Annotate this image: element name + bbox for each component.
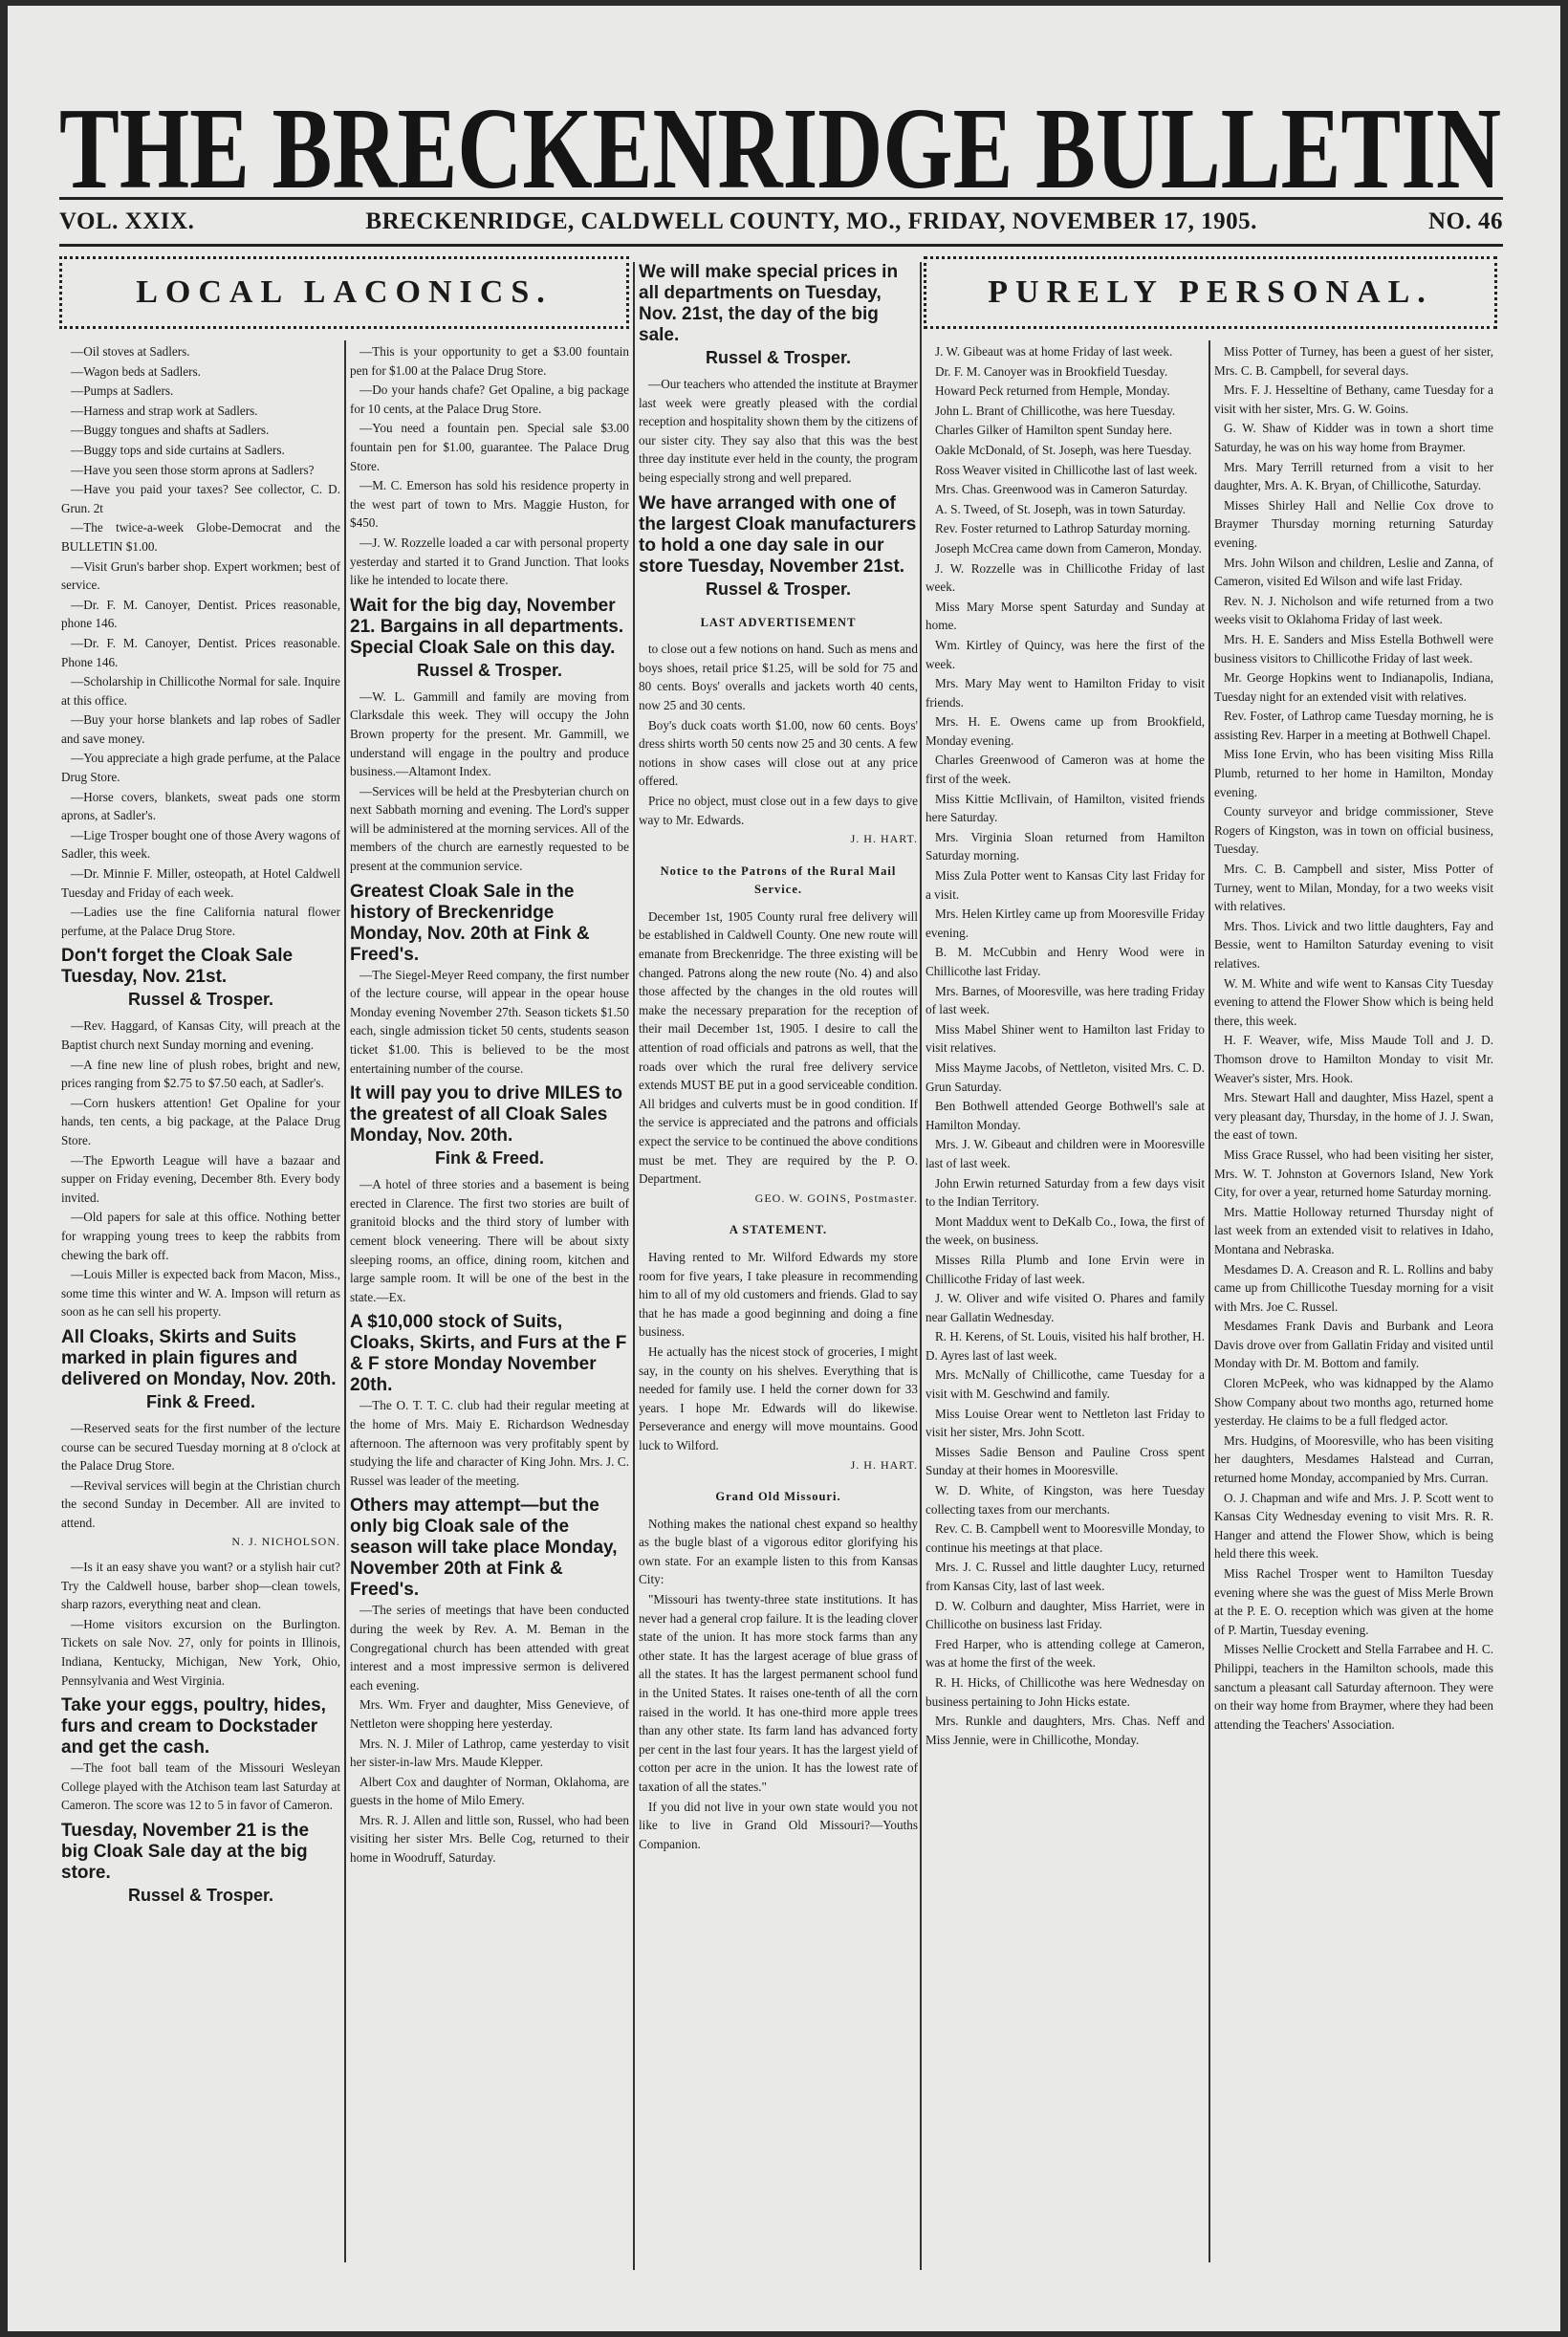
news-item: Mrs. Mattie Holloway returned Thursday night of last week from an extended visit to relatives in Idaho, Montana and Nebraska. xyxy=(1214,1204,1493,1256)
news-item: —The O. T. T. C. club had their regular meeting at the home of Mrs. Maiy E. Richardson Wednesday afternoon. The afternoon was very profitably spent by studying the life and character of King John. Mrs. J. C. Russel was leader of the meeting. xyxy=(350,1398,629,1488)
news-item: —Harness and strap work at Sadlers. xyxy=(71,403,258,418)
news-item: —Do your hands chafe? Get Opaline, a big package for 10 cents, at the Palace Drug Store. xyxy=(350,382,629,416)
column-1 xyxy=(61,342,340,2274)
column-rule xyxy=(344,340,346,2262)
news-item: A. S. Tweed, of St. Joseph, was in town Saturday. xyxy=(935,501,1187,516)
news-item: Nothing makes the national chest expand so healthy as the bugle blast of a vigorous editor glorifying his own state. For an example listen to this from Kansas City: xyxy=(639,1516,918,1587)
news-item: Misses Nellie Crockett and Stella Farrabee and H. C. Philippi, teachers in the Hamilton schools, made this sanctum a pleasant call Saturday afternoon. They were on their way home from Braymer, where they had been attending the Teachers' Association. xyxy=(1214,1642,1493,1732)
news-item: Rev. Foster, of Lathrop came Tuesday morning, he is assisting Rev. Harper in a meeting at Bothwell Chapel. xyxy=(1214,709,1493,742)
dateline xyxy=(59,197,1503,247)
masthead-title: THE BRECKENRIDGE BULLETIN xyxy=(59,84,1501,205)
news-item: —Have you seen those storm aprons at Sadlers? xyxy=(71,462,315,477)
advertiser-signature: Russel & Trosper. xyxy=(705,579,852,599)
advertisement: Others may attempt—but the only big Cloak sale of the season will take place Monday, November 20th at Fink & Freed's. xyxy=(350,1496,618,1601)
news-item: Mrs. H. E. Sanders and Miss Estella Bothwell were business visitors to Chillicothe Friday of last week. xyxy=(1214,631,1493,666)
news-item: Mesdames Frank Davis and Burbank and Leora Davis drove over from Gallatin Friday and visited until Monday with Dr. M. Bottom and family. xyxy=(1214,1319,1493,1371)
news-item: G. W. Shaw of Kidder was in town a short time Saturday, he was on his way home from Braymer. xyxy=(1214,421,1493,454)
news-item: R. H. Hicks, of Chillicothe was here Wednesday on business pertaining to John Hicks estate. xyxy=(926,1674,1205,1709)
news-item: Albert Cox and daughter of Norman, Oklahoma, are guests in the home of Milo Emery. xyxy=(350,1774,629,1808)
news-item: Ross Weaver visited in Chillicothe last of last week. xyxy=(935,462,1198,477)
news-item: —Reserved seats for the first number of the lecture course can be secured Tuesday morning at 8 o'clock at the Palace Drug Store. xyxy=(61,1420,340,1474)
news-item: Mrs. Mary May went to Hamilton Friday to visit friends. xyxy=(926,676,1205,710)
news-item: —Services will be held at the Presbyterian church on next Sabbath morning and evening. The Lord's supper will be administered at the morning services. All of the members of the church are earnestly requested to be present at the communion service. xyxy=(350,783,629,874)
article-heading: LAST ADVERTISEMENT xyxy=(700,615,857,629)
advertiser-signature: Fink & Freed. xyxy=(145,1391,256,1411)
article-heading: A STATEMENT. xyxy=(729,1223,828,1237)
news-item: Wm. Kirtley of Quincy, was here the first of the week. xyxy=(926,637,1205,671)
column-rule xyxy=(633,262,635,2270)
news-item: —Corn huskers attention! Get Opaline for your hands, ten cents, a big package, at the Palace Drug Store. xyxy=(61,1095,340,1147)
news-item: —Is it an easy shave you want? or a stylish hair cut? Try the Caldwell house, barber shop—clean towels, sharp razors, everything neat and clean. xyxy=(61,1560,340,1612)
news-item: —Buy your horse blankets and lap robes of Sadler and save money. xyxy=(61,712,340,746)
news-item: —The Epworth League will have a bazaar and supper on Friday evening, December 8th. Every body invited. xyxy=(61,1152,340,1205)
article-heading: Grand Old Missouri. xyxy=(715,1490,841,1504)
news-item: —M. C. Emerson has sold his residence property in the west part of town to Mrs. Maggie Huston, for $450. xyxy=(350,478,629,531)
news-item: Mrs. Stewart Hall and daughter, Miss Hazel, spent a very pleasant day, Thursday, in the home of J. J. Swan, the east of town. xyxy=(1214,1090,1493,1143)
news-item: —Oil stoves at Sadlers. xyxy=(71,344,190,359)
news-item: —You appreciate a high grade perfume, at the Palace Drug Store. xyxy=(61,751,340,785)
news-item: J. W. Oliver and wife visited O. Phares and family near Gallatin Wednesday. xyxy=(926,1291,1205,1324)
news-item: —A hotel of three stories and a basement is being erected in Clarence. The first two stories are built of granitoid blocks and the third story of lumber with cement block veneering. There will be about sixty sleeping rooms, an office, dining room, kitchen and large sample room. It will be one of the best in the state.—Ex. xyxy=(350,1177,629,1304)
column-rule xyxy=(1209,340,1210,2262)
signature: J. H. HART. xyxy=(850,1457,918,1472)
masthead xyxy=(59,80,1503,205)
news-item: Mrs. C. B. Campbell and sister, Miss Potter of Turney, went to Milan, Monday, for a two weeks visit with relatives. xyxy=(1214,862,1493,914)
news-item: Mrs. R. J. Allen and little son, Russel, who had been visiting her sister Mrs. Belle Cog, returned to their home in Woodruff, Saturday. xyxy=(350,1812,629,1866)
news-item: —Rev. Haggard, of Kansas City, will preach at the Baptist church next Sunday morning and evening. xyxy=(61,1018,340,1052)
news-item: Dr. F. M. Canoyer was in Brookfield Tuesday. xyxy=(935,363,1168,379)
news-item: Mr. George Hopkins went to Indianapolis, Indiana, Tuesday night for an extended visit with relatives. xyxy=(1214,670,1493,704)
signature: J. H. HART. xyxy=(850,832,918,846)
news-item: Boy's duck coats worth $1.00, now 60 cents. Boys' dress shirts worth 50 cents now 25 and 30 cents. A few notions in show cases will close out at any price offered. xyxy=(639,717,918,789)
news-item: Miss Mabel Shiner went to Hamilton last Friday to visit relatives. xyxy=(926,1021,1205,1056)
news-item: —The series of meetings that have been conducted during the week by Rev. A. M. Beman in the Congregational church has been attended with great interest and a most impressive sermon is delivered each evening. xyxy=(350,1603,629,1693)
news-item: —W. L. Gammill and family are moving from Clarksdale this week. They will occupy the John Brown property for the present. Mr. Gammill, we understand will engage in the poultry and produce business.—Altamont Index. xyxy=(350,688,629,779)
column-rule xyxy=(920,262,922,2270)
news-item: Fred Harper, who is attending college at Cameron, was at home the first of the week. xyxy=(926,1636,1205,1671)
news-item: Mrs. Runkle and daughters, Mrs. Chas. Neff and Miss Jennie, were in Chillicothe, Monday. xyxy=(926,1714,1205,1747)
news-item: Mrs. McNally of Chillicothe, came Tuesday for a visit with M. Geschwind and family. xyxy=(926,1367,1205,1402)
news-item: —Our teachers who attended the institute at Braymer last week were greatly pleased with the cordial reception and hospitality shown them by the citizens of our sister city. They say also that this was the best three day institute ever held in the county, the program being especially strong and well prepared. xyxy=(639,377,918,485)
news-item: December 1st, 1905 County rural free delivery will be established in Caldwell County. One new route will emanate from Breckenridge. The three existing will be changed. Patrons along the new route (No. 4) and also those affected by the changes in the old routes will make the necessary preparation for the reception of their mail December 1st, 1905. I desire to call the attention of road officials and patrons as well, that the roads over which the rural free delivery service extends MUST BE put in a good serviceable condition. All bridges and culverts must be in good condition. If the service is appreciated and the patrons and officials expect the service to be continued the above conditions must be met. They are required by the P. O. Department. xyxy=(639,908,918,1187)
advertiser-signature: Russel & Trosper. xyxy=(127,990,274,1010)
newspaper-page xyxy=(8,6,1560,2331)
news-item: Misses Shirley Hall and Nellie Cox drove to Braymer Thursday morning returning Saturday evening. xyxy=(1214,497,1493,550)
news-item: —Horse covers, blankets, sweat pads one storm aprons, at Sadler's. xyxy=(61,789,340,823)
news-item: —Wagon beds at Sadlers. xyxy=(71,363,201,379)
news-item: Mrs. J. W. Gibeaut and children were in Mooresville last of last week. xyxy=(926,1137,1205,1170)
advertisement: We have arranged with one of the largest Cloak manufacturers to hold a one day sale in our store Tuesday, November 21st. xyxy=(639,492,917,577)
news-item: Rev. C. B. Campbell went to Mooresville Monday, to continue his meetings at that place. xyxy=(926,1521,1205,1555)
place-date: BRECKENRIDGE, CALDWELL COUNTY, MO., FRIDAY, NOVEMBER 17, 1905. xyxy=(365,208,1257,234)
news-item: Mrs. Wm. Fryer and daughter, Miss Genevieve, of Nettleton were shopping here yesterday. xyxy=(350,1697,629,1731)
news-item: —Buggy tongues and shafts at Sadlers. xyxy=(71,423,270,438)
news-item: Miss Kittie McIlivain, of Hamilton, visited friends here Saturday. xyxy=(926,791,1205,825)
advertisement: We will make special prices in all departments on Tuesday, Nov. 21st, the day of the big sale. xyxy=(639,262,899,345)
news-item: Miss Mary Morse spent Saturday and Sunday at home. xyxy=(926,599,1205,633)
volume-label: VOL. XXIX. xyxy=(59,208,195,234)
news-item: Charles Greenwood of Cameron was at home the first of the week. xyxy=(926,753,1205,787)
news-item: Mrs. N. J. Miler of Lathrop, came yesterday to visit her sister-in-law Mrs. Maude Klepper. xyxy=(350,1736,629,1770)
news-item: Miss Potter of Turney, has been a guest of her sister, Mrs. C. B. Campbell, for several days. xyxy=(1214,344,1493,378)
column-4 xyxy=(926,342,1205,2274)
news-item: Miss Rachel Trosper went to Hamilton Tuesday evening where she was the guest of Miss Merle Brown at the P. E. O. reception which was given at the home of P. Martin, Tuesday evening. xyxy=(1214,1566,1493,1637)
news-item: —Have you paid your taxes? See collector, C. D. Grun. 2t xyxy=(61,482,340,515)
news-item: "Missouri has twenty-three state institutions. It has never had a general crop failure. It is the leading clover state of the union. It has more stock farms than any other state. It has the largest acerage of blue grass of all the states. It has the largest permanent school fund in the United States. It raises one-tenth of all the corn raised in the world. It has one-third more apple trees than any other state. Its farm land has advanced forty per cent in the last four years. It has the largest yield of cotton per acre in the union. It has the lowest rate of taxation of all the states." xyxy=(639,1592,918,1794)
news-item: —The Siegel-Meyer Reed company, the first number of the lecture course, will appear in the opear house Monday evening November 27th. Season tickets $1.50 each, single admission ticket 50 cents, students season ticket $1.00. This is believed to be the most entertaining number of the course. xyxy=(350,967,629,1076)
news-item: Cloren McPeek, who was kidnapped by the Alamo Show Company about two months ago, returned home yesterday. He claims to be a full fledged actor. xyxy=(1214,1376,1493,1429)
news-item: —The twice-a-week Globe-Democrat and the BULLETIN $1.00. xyxy=(61,520,340,554)
news-item: —A fine new line of plush robes, bright and new, prices ranging from $2.75 to $7.50 each, at Sadler's. xyxy=(61,1057,340,1091)
advertisement: It will pay you to drive MILES to the greatest of all Cloak Sales Monday, Nov. 20th. xyxy=(350,1083,623,1147)
news-item: Having rented to Mr. Wilford Edwards my store room for five years, I take pleasure in recommending him to all of my old customers and friends. Glad to say that he has made a good beginning and doing a fine business. xyxy=(639,1249,918,1340)
signature: GEO. W. GOINS, Postmaster. xyxy=(754,1190,918,1205)
advertisement: Greatest Cloak Sale in the history of Breckenridge Monday, Nov. 20th at Fink & Freed's. xyxy=(350,881,590,965)
news-item: Rev. Foster returned to Lathrop Saturday morning. xyxy=(935,521,1191,536)
issue-number: NO. 46 xyxy=(1428,208,1503,234)
news-item: Mrs. J. C. Russel and little daughter Lucy, returned from Kansas City, last of last week. xyxy=(926,1560,1205,1593)
news-item: Mrs. Helen Kirtley came up from Mooresville Friday evening. xyxy=(926,906,1205,940)
advertiser-signature: Russel & Trosper. xyxy=(127,1886,274,1905)
news-item: Mrs. H. E. Owens came up from Brookfield, Monday evening. xyxy=(926,714,1205,748)
news-item: Mrs. F. J. Hesseltine of Bethany, came Tuesday for a visit with her sister, Mrs. G. W. Goins. xyxy=(1214,382,1493,416)
news-item: Mrs. Barnes, of Mooresville, was here trading Friday of last week. xyxy=(926,983,1205,1017)
news-item: —Old papers for sale at this office. Nothing better for wrapping young trees to keep the rabbits from chewing the bark off. xyxy=(61,1210,340,1262)
section-header-purely-personal xyxy=(924,256,1497,329)
news-item: —Dr. F. M. Canoyer, Dentist. Prices reasonable, phone 146. xyxy=(61,597,340,631)
column-3 xyxy=(639,256,918,2274)
section-header-local-laconics xyxy=(59,256,629,329)
news-item: Miss Mayme Jacobs, of Nettleton, visited Mrs. C. D. Grun Saturday. xyxy=(926,1059,1205,1094)
signature: N. J. NICHOLSON. xyxy=(231,1535,340,1549)
news-item: Miss Ione Ervin, who has been visiting Miss Rilla Plumb, returned to her home in Hamilton, Monday evening. xyxy=(1214,747,1493,799)
column-2 xyxy=(350,342,629,2274)
news-item: Mrs. Chas. Greenwood was in Cameron Saturday. xyxy=(935,482,1187,497)
advertisement: Don't forget the Cloak Sale Tuesday, Nov. 21st. xyxy=(61,946,294,988)
news-item: —Lige Trosper bought one of those Avery wagons of Sadler, this week. xyxy=(61,827,340,862)
news-item: Mont Maddux went to DeKalb Co., Iowa, the first of the week, on business. xyxy=(926,1213,1205,1248)
news-item: —Louis Miller is expected back from Macon, Miss., some time this winter and W. A. Impson will return as soon as he can sell his property. xyxy=(61,1267,340,1320)
news-item: to close out a few notions on hand. Such as mens and boys shoes, retail price $1.25, will be sold for 75 and 80 cents. Boys' overalls and jackets worth 40 cents, now 25 and 30 cents. xyxy=(639,642,918,712)
article-heading: Notice to the Patrons of the Rural Mail Service. xyxy=(660,863,897,897)
news-item: Misses Rilla Plumb and Ione Ervin were in Chillicothe Friday of last week. xyxy=(926,1252,1205,1286)
news-item: Ben Bothwell attended George Bothwell's sale at Hamilton Monday. xyxy=(926,1099,1205,1132)
news-item: J. W. Rozzelle was in Chillicothe Friday of last week. xyxy=(926,560,1205,595)
news-item: —Scholarship in Chillicothe Normal for sale. Inquire at this office. xyxy=(61,674,340,708)
advertiser-signature: Russel & Trosper. xyxy=(416,660,563,680)
news-item: Mrs. Thos. Livick and two little daughters, Fay and Bessie, went to Hamilton Saturday evening to visit relatives. xyxy=(1214,918,1493,971)
news-item: John L. Brant of Chillicothe, was here Tuesday. xyxy=(935,403,1176,418)
advertisement: All Cloaks, Skirts and Suits marked in plain figures and delivered on Monday, Nov. 20th. xyxy=(61,1326,337,1389)
column-5 xyxy=(1214,342,1493,2274)
news-item: —This is your opportunity to get a $3.00 fountain pen for $1.00 at the Palace Drug Store. xyxy=(350,344,629,378)
news-item: Mrs. John Wilson and children, Leslie and Zanna, of Cameron, visited Ed Wilson and wife last Friday. xyxy=(1214,555,1493,589)
news-item: Mesdames D. A. Creason and R. L. Rollins and baby came up from Chillicothe Tuesday morning for a visit with Mrs. Joe C. Russel. xyxy=(1214,1261,1493,1314)
news-item: Joseph McCrea came down from Cameron, Monday. xyxy=(935,540,1202,556)
news-item: —You need a fountain pen. Special sale $3.00 fountain pen for $1.00, guarantee. The Palace Drug Store. xyxy=(350,421,629,473)
section-title: PURELY PERSONAL. xyxy=(988,274,1433,310)
news-item: Miss Zula Potter went to Kansas City last Friday for a visit. xyxy=(926,868,1205,902)
advertiser-signature: Russel & Trosper. xyxy=(705,348,852,367)
news-item: B. M. McCubbin and Henry Wood were in Chillicothe last Friday. xyxy=(926,945,1205,978)
news-item: County surveyor and bridge commissioner, Steve Rogers of Kingston, was in town on official business, Tuesday. xyxy=(1214,804,1493,857)
news-item: Mrs. Hudgins, of Mooresville, who has been visiting her daughters, Mesdames Halstead and Curran, returned home Monday, accompanied by Mrs. Curran. xyxy=(1214,1432,1493,1486)
news-item: Oakle McDonald, of St. Joseph, was here Tuesday. xyxy=(935,442,1192,457)
news-item: D. W. Colburn and daughter, Miss Harriet, were in Chillicothe on business last Friday. xyxy=(926,1598,1205,1632)
news-item: —Dr. F. M. Canoyer, Dentist. Prices reasonable. Phone 146. xyxy=(61,635,340,669)
news-item: —Visit Grun's barber shop. Expert workmen; best of service. xyxy=(61,558,340,593)
news-item: —Revival services will begin at the Christian church the second Sunday in December. All are invited to attend. xyxy=(61,1477,340,1530)
advertiser-signature: Fink & Freed. xyxy=(434,1148,545,1168)
advertisement: Wait for the big day, November 21. Bargains in all departments. Special Cloak Sale on this day. xyxy=(350,595,624,658)
advertisement: A $10,000 stock of Suits, Cloaks, Skirts, and Furs at the F & F store Monday November 20th. xyxy=(350,1312,627,1396)
news-item: —Pumps at Sadlers. xyxy=(71,383,174,399)
news-item: Rev. N. J. Nicholson and wife returned from a two weeks visit to Oklahoma Friday of last week. xyxy=(1214,593,1493,627)
news-item: —J. W. Rozzelle loaded a car with personal property yesterday and started it to Grand Junction. That looks like he intended to locate there. xyxy=(350,535,629,588)
advertisement: Take your eggs, poultry, hides, furs and cream to Dockstader and get the cash. xyxy=(61,1695,326,1758)
news-item: He actually has the nicest stock of groceries, I might say, in the county on his shelves. Everything that is needed for family use. I held the corner down for 33 years. I hope Mr. Edwards will do likewise. Perseverance and energy will move mountains. Good luck to Wilford. xyxy=(639,1343,918,1452)
news-item: —Buggy tops and side curtains at Sadlers. xyxy=(71,442,285,457)
news-item: Price no object, must close out in a few days to give way to Mr. Edwards. xyxy=(639,793,918,827)
news-item: H. F. Weaver, wife, Miss Maude Toll and J. D. Thomson drove to Hamilton Monday to visit Mr. Weaver's sister, Mrs. Hook. xyxy=(1214,1033,1493,1085)
section-title: LOCAL LACONICS. xyxy=(136,274,553,310)
news-item: Charles Gilker of Hamilton spent Sunday here. xyxy=(935,423,1172,438)
news-item: J. W. Gibeaut was at home Friday of last week. xyxy=(935,344,1173,359)
news-item: Mrs. Mary Terrill returned from a visit to her daughter, Mrs. A. K. Bryan, of Chillicothe, Saturday. xyxy=(1214,459,1493,493)
news-item: John Erwin returned Saturday from a few days visit to the Indian Territory. xyxy=(926,1175,1205,1210)
news-item: Mrs. Virginia Sloan returned from Hamilton Saturday morning. xyxy=(926,829,1205,863)
news-item: W. M. White and wife went to Kansas City Tuesday evening to attend the Flower Show which is being held there, this week. xyxy=(1214,975,1493,1028)
news-item: If you did not live in your own state would you not like to live in Grand Old Missouri?—Youths Companion. xyxy=(639,1799,918,1851)
news-item: Miss Grace Russel, who had been visiting her sister, Mrs. W. T. Johnston at Governors Island, New York City, for over a year, returned home Saturday morning. xyxy=(1214,1147,1493,1200)
advertisement: Tuesday, November 21 is the big Cloak Sale day at the big store. xyxy=(61,1821,310,1883)
news-item: Miss Louise Orear went to Nettleton last Friday to visit her sister, Mrs. John Scott. xyxy=(926,1406,1205,1440)
news-item: R. H. Kerens, of St. Louis, visited his half brother, H. D. Ayres last of last week. xyxy=(926,1329,1205,1363)
news-item: O. J. Chapman and wife and Mrs. J. P. Scott went to Kansas City Wednesday evening to visit Mrs. R. R. Hanger and attend the Flower Show, which is being held there this week. xyxy=(1214,1490,1493,1562)
news-item: Misses Sadie Benson and Pauline Cross spent Sunday at their homes in Mooresville. xyxy=(926,1444,1205,1478)
news-item: —Ladies use the fine California natural flower perfume, at the Palace Drug Store. xyxy=(61,905,340,938)
news-item: —Dr. Minnie F. Miller, osteopath, at Hotel Caldwell Tuesday and Friday of each week. xyxy=(61,866,340,900)
news-item: —The foot ball team of the Missouri Wesleyan College played with the Atchison team last Saturday at Cameron. The score was 12 to 5 in favor of Cameron. xyxy=(61,1760,340,1813)
news-item: Howard Peck returned from Hemple, Monday. xyxy=(935,383,1170,399)
news-item: —Home visitors excursion on the Burlington. Tickets on sale Nov. 27, only for points in Illinois, Indiana, Kentucky, Michigan, New York, Ohio, Pennsylvania and West Virginia. xyxy=(61,1616,340,1688)
news-item: W. D. White, of Kingston, was here Tuesday collecting taxes from our merchants. xyxy=(926,1483,1205,1517)
